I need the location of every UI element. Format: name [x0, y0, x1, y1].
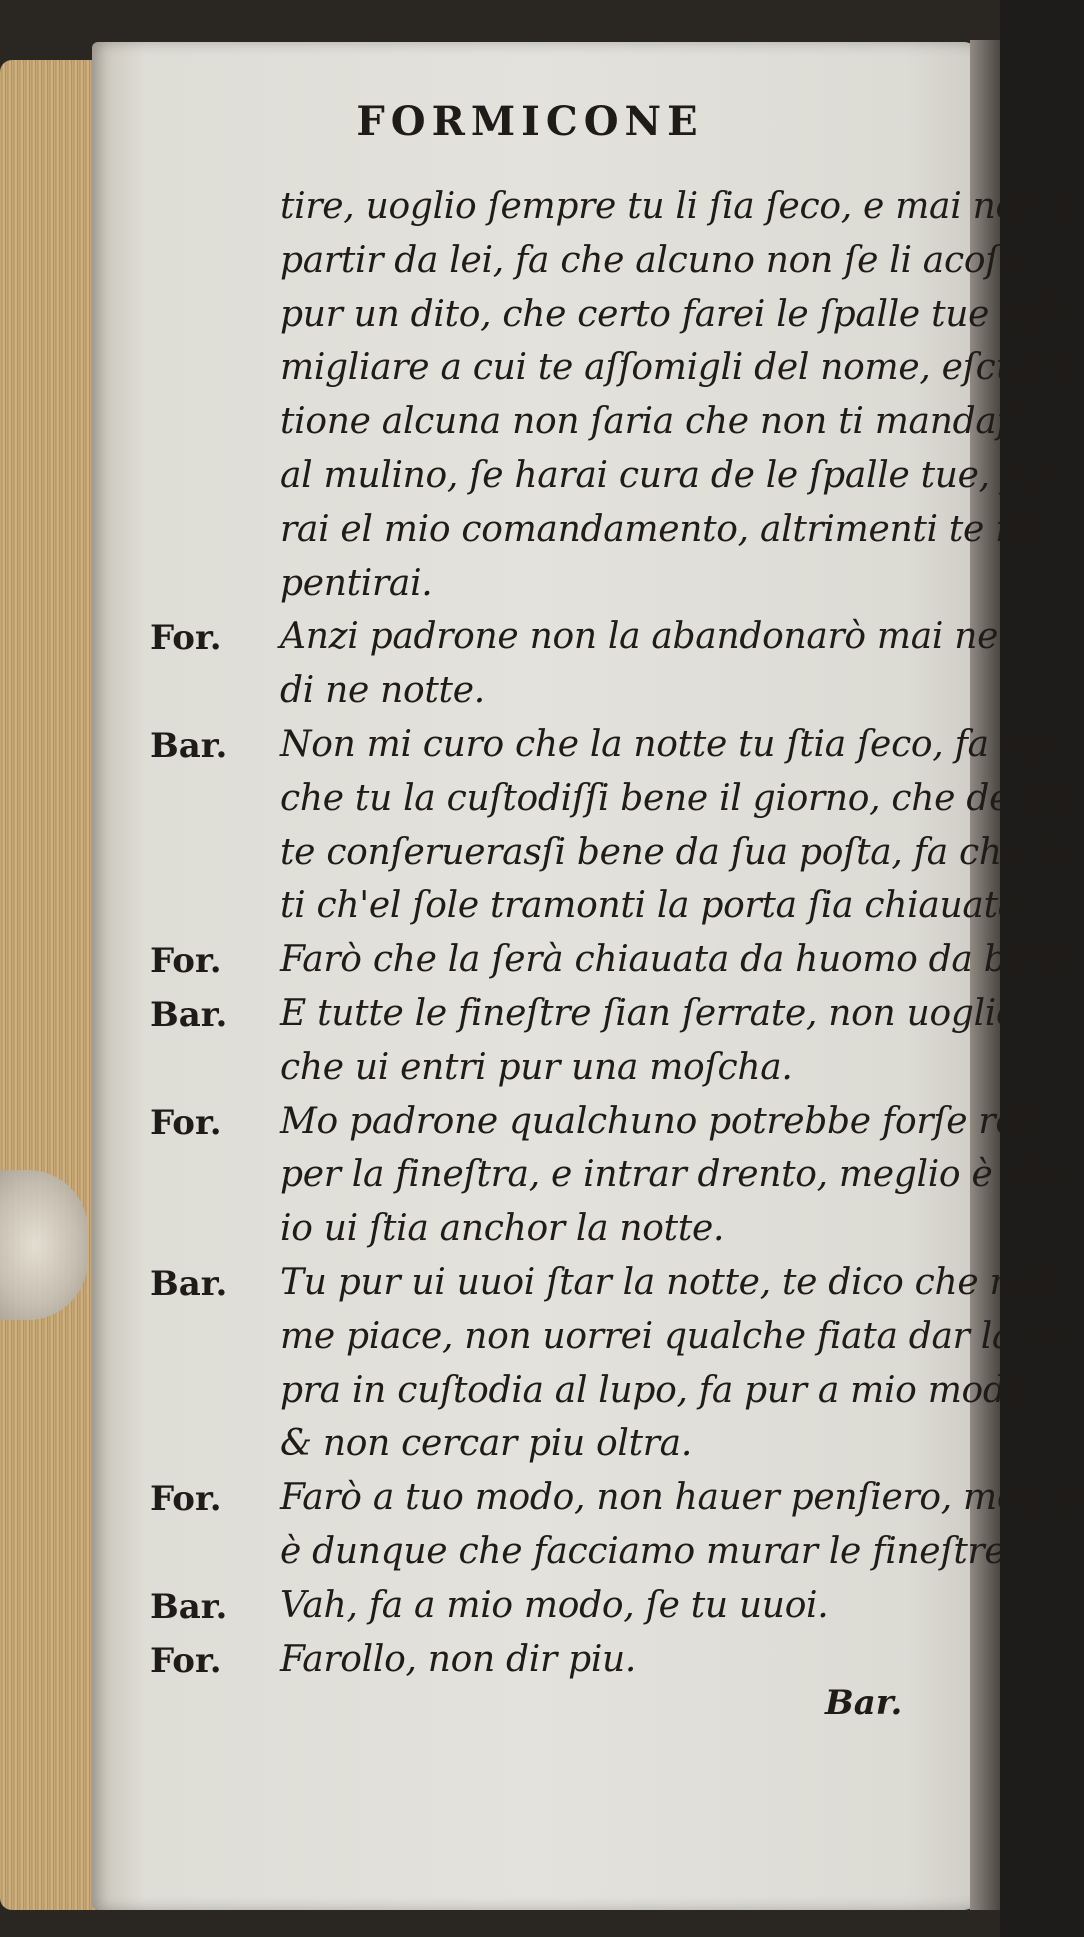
text-line: ti ch'el ſole tramonti la porta ſia chiauata.: [280, 885, 1031, 927]
text-line: pur un dito, che certo farei le ſpalle tue aſſo: [280, 293, 1069, 335]
text-line: per la fineſtra, e intrar drento, meglio è che: [280, 1154, 1068, 1196]
text-line: Non mi curo che la notte tu ſtia ſeco, fa pur: [280, 724, 1063, 765]
text-line: E tutte le fineſtre ſian ſerrate, non uoglio: [280, 993, 1018, 1034]
text-line: rai el mio comandamento, altrimenti te ne: [280, 508, 1040, 550]
text-line: di ne notte.: [280, 670, 485, 712]
catchword: Bar.: [825, 1683, 903, 1723]
text-line: pra in cuſtodia al lupo, fa pur a mio modo: [280, 1369, 1028, 1411]
text-line: che tu la cuſtodiſſi bene il giorno, che de not: [280, 777, 1080, 819]
speaker-label: For.: [150, 1479, 222, 1520]
text-line: Tu pur ui uuoi ſtar la notte, te dico che non: [280, 1262, 1057, 1303]
text-line: & non cercar piu oltra.: [280, 1423, 692, 1465]
text-line: pentirai.: [280, 562, 433, 604]
speaker-label: Bar.: [150, 995, 228, 1035]
text-line: Farò a tuo modo, non hauer penſiero, meglio: [280, 1477, 1084, 1519]
speaker-label: For.: [150, 618, 222, 659]
text-line: Farò che la ſerà chiauata da huomo da bene: [280, 939, 1072, 981]
text-line: me piace, non uorrei qualche fiata dar la ca: [280, 1315, 1066, 1357]
speaker-label: For.: [150, 941, 222, 982]
text-line: Farollo, non dir piu.: [280, 1638, 637, 1680]
text-line: al mulino, ſe harai cura de le ſpalle tue, fa=: [280, 455, 1065, 496]
text-line: Mo padrone qualchuno potrebbe forſe rom: [280, 1100, 1051, 1142]
text-line: Vah, fa a mio modo, ſe tu uuoi.: [280, 1584, 829, 1626]
text-line: partir da lei, fa che alcuno non ſe li acoſte: [280, 239, 1034, 281]
speaker-label: Bar.: [150, 1264, 228, 1304]
running-head: FORMICONE: [356, 98, 704, 145]
speaker-label: For.: [150, 1102, 222, 1143]
text-line: io ui ſtia anchor la notte.: [280, 1208, 725, 1250]
speaker-label: Bar.: [150, 1586, 228, 1627]
text-line: migliare a cui te aſſomigli del nome, eſcuſa=: [280, 347, 1083, 389]
text-line: che ui entri pur una moſcha.: [280, 1046, 793, 1088]
speaker-label: Bar.: [150, 726, 228, 766]
text-line: Anzi padrone non la abandonarò mai ne: [280, 616, 999, 658]
text-line: tione alcuna non ſaria che non ti mandaſſi: [280, 401, 1034, 443]
text-line: è dunque che facciamo murar le fineſtre.: [280, 1531, 1017, 1572]
text-line: te conſeruerasſi bene da ſua poſta, fa che nã: [280, 831, 1078, 873]
speaker-label: For.: [150, 1640, 222, 1681]
text-line: tire, uoglio ſempre tu li ſia ſeco, e mai non ti: [280, 186, 1077, 227]
